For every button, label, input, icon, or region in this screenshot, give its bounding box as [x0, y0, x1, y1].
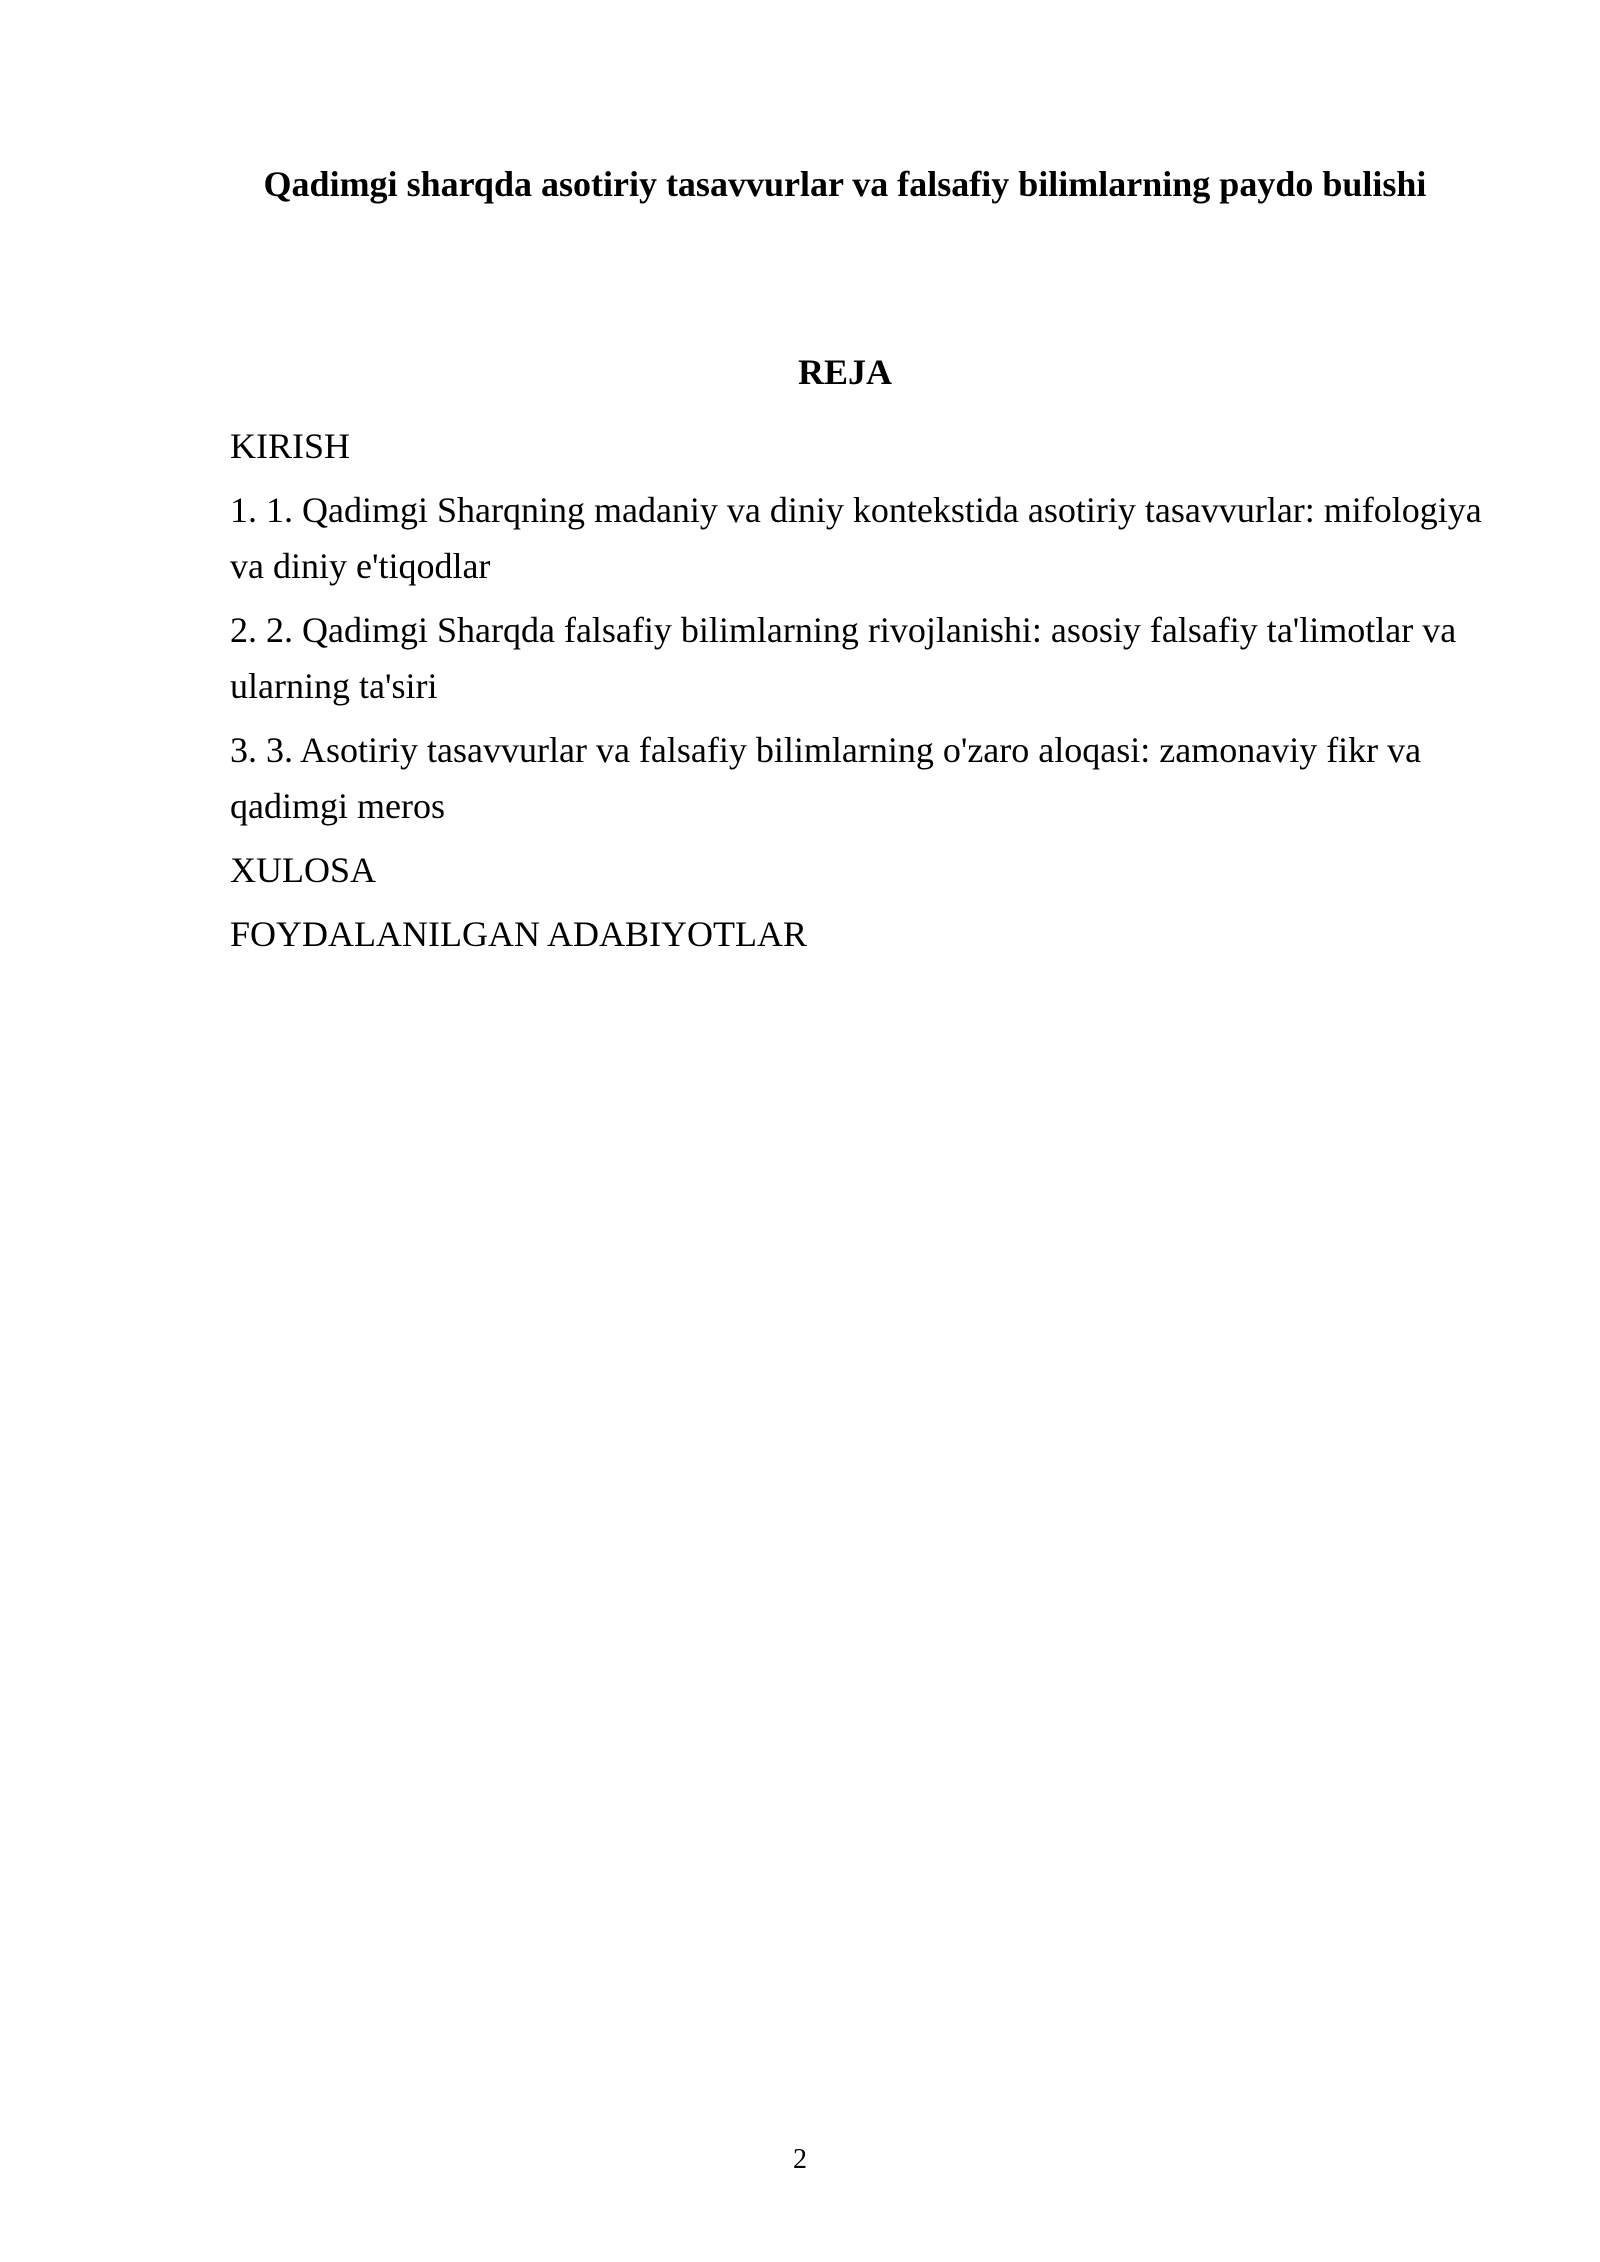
plan-item-chapter-2: 2. 2. Qadimgi Sharqda falsafiy bilimlarning rivojlanishi: asosiy falsafiy ta'limotlar va ularning ta'siri [230, 610, 1457, 706]
plan-item-chapter-1: 1. 1. Qadimgi Sharqning madaniy va diniy kontekstida asotiriy tasavvurlar: mifologiya va diniy e'tiqodlar [230, 490, 1482, 586]
page-number: 2 [793, 2144, 807, 2175]
plan-item-references: FOYDALANILGAN ADABIYOTLAR [230, 914, 807, 954]
plan-heading: REJA [797, 352, 892, 392]
plan-item-chapter-3: 3. 3. Asotiriy tasavvurlar va falsafiy bilimlarning o'zaro aloqasi: zamonaviy fikr va qadimgi meros [230, 730, 1422, 826]
plan-list [230, 418, 1490, 970]
plan-item-conclusion: XULOSA [230, 850, 377, 890]
plan-item-introduction: KIRISH [230, 426, 351, 466]
document-title: Qadimgi sharqda asotiriy tasavvurlar va falsafiy bilimlarning paydo bulishi [263, 164, 1427, 204]
